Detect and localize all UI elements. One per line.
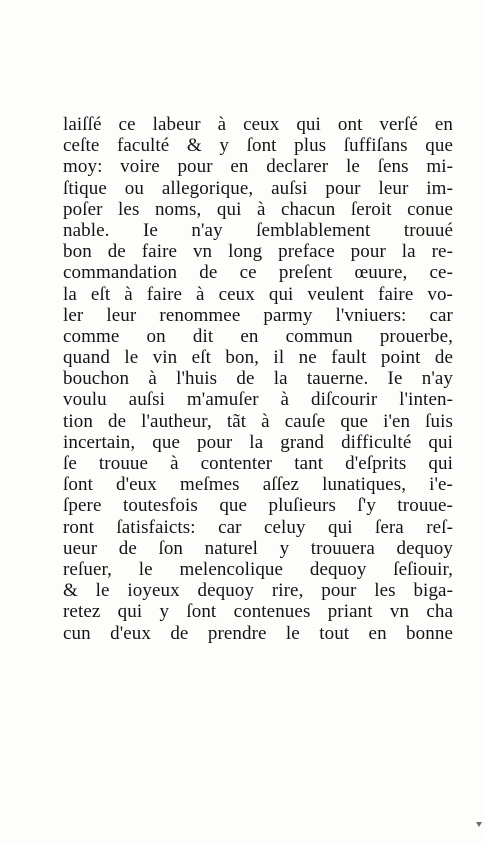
text-line: la eſt à faire à ceux qui veulent faire vo- bbox=[63, 283, 453, 305]
text-line: bon de faire vn long preface pour la re- bbox=[63, 241, 453, 263]
text-line: quand le vin eſt bon, il ne fault point de bbox=[63, 347, 453, 369]
text-line: reſuer, le melencolique dequoy ſeſiouir, bbox=[63, 558, 453, 580]
text-line: ueur de ſon naturel y trouuera dequoy bbox=[63, 537, 453, 559]
page-edge-mark bbox=[476, 822, 482, 827]
text-line: laiſſé ce labeur à ceux qui ont verſé en bbox=[63, 114, 453, 135]
text-line: incertain, que pour la grand difficulté qui bbox=[63, 431, 453, 453]
text-line: commandation de ce preſent œuure, ce- bbox=[63, 262, 453, 284]
text-line: ceſte faculté & y ſont plus ſuffiſans que bbox=[63, 135, 453, 157]
body-text bbox=[63, 114, 453, 644]
text-line: voulu auſsi m'amuſer à diſcourir l'inten- bbox=[63, 389, 453, 411]
text-line: & le ioyeux dequoy rire, pour les biga- bbox=[63, 580, 453, 602]
text-line: cun d'eux de prendre le tout en bonne bbox=[63, 622, 453, 644]
text-line: bouchon à l'huis de la tauerne. Ie n'ay bbox=[63, 368, 453, 390]
text-line: nable. Ie n'ay ſemblablement trouué bbox=[63, 219, 453, 241]
text-line: ſont d'eux meſmes aſſez lunatiques, i'e- bbox=[63, 474, 453, 496]
text-line: ler leur renommee parmy l'vniuers: car bbox=[63, 304, 453, 326]
text-line: poſer les noms, qui à chacun ſeroit conue bbox=[63, 198, 453, 220]
text-line: moy: voire pour en declarer le ſens mi- bbox=[63, 156, 453, 178]
text-line: ſtique ou allegorique, auſsi pour leur im- bbox=[63, 177, 453, 199]
text-line: retez qui y ſont contenues priant vn cha bbox=[63, 601, 453, 623]
text-line: ſe trouue à contenter tant d'eſprits qui bbox=[63, 453, 453, 474]
text-line: ſpere toutesfois que pluſieurs ſ'y trouue- bbox=[63, 495, 453, 517]
text-line: ront ſatisfaicts: car celuy qui ſera reſ- bbox=[63, 516, 453, 538]
text-line: tion de l'autheur, tãt à cauſe que i'en ſuis bbox=[63, 410, 453, 432]
text-line: comme on dit en commun prouerbe, bbox=[63, 325, 453, 347]
